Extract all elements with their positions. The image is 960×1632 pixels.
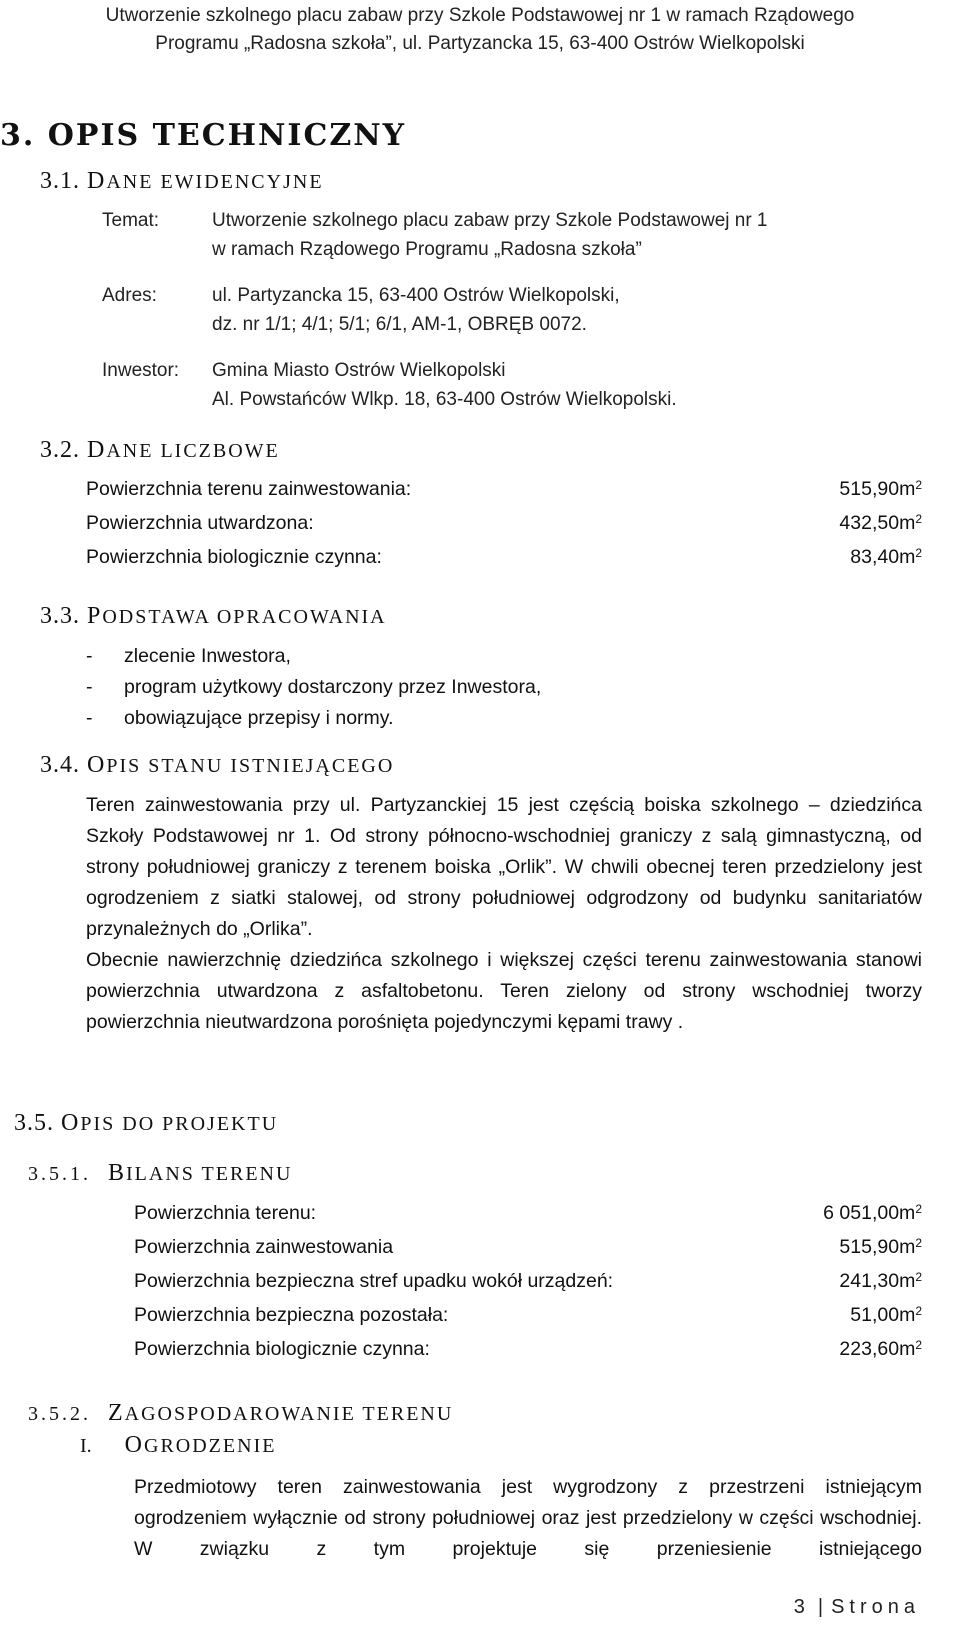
balance-label: Powierzchnia bezpieczna stref upadku wokół urządzeń: [134,1270,614,1292]
section-number: 3.3. [40,603,80,629]
adres-value-line-1: ul. Partyzancka 15, 63-400 Ostrów Wielkopolski, [212,285,620,306]
balance-row [0,1264,960,1298]
section-title-initial: O [124,1432,145,1458]
area-label: Powierzchnia terenu zainwestowania: [86,478,412,500]
paragraph: Obecnie nawierzchnię dziedzińca szkolnego i większej części terenu zainwestowania stanowi powierzchnia utwardzona z asfaltobetonu. Teren zielony od strony wschodniej tworzy powierzchnia nieutwardzona porośnięta pojedynczymi kępami trawy . [86,949,922,1033]
site-balance-table [0,1196,960,1366]
chapter-title: 3. OPIS TECHNICZNY [0,118,407,153]
section-number: 3.4. [40,752,80,778]
area-row [0,472,960,506]
section-title-rest: ODSTAWA OPRACOWANIA [102,606,387,628]
section-title-rest: GRODZENIE [144,1435,277,1457]
section-3-2-heading [40,437,280,464]
section-title-initial: P [87,603,103,629]
balance-row [0,1298,960,1332]
section-3-1-heading [40,168,324,195]
section-number: 3.1. [40,168,80,194]
section-3-5-heading [14,1110,278,1137]
section-title-rest: PIS STANU ISTNIEJĄCEGO [106,755,395,777]
adres-value-line-2: dz. nr 1/1; 4/1; 5/1; 6/1, AM-1, OBRĘB 0072. [212,314,587,335]
page-footer [794,1596,920,1619]
area-label: Powierzchnia utwardzona: [86,512,314,534]
section-title-initial: D [87,168,107,194]
area-row [0,540,960,574]
balance-label: Powierzchnia bezpieczna pozostała: [134,1304,449,1326]
balance-row [0,1230,960,1264]
footer-separator: | [817,1596,824,1618]
area-value: $432,50m^2$ [839,512,922,534]
balance-value: $515,90m^2$ [839,1236,922,1258]
balance-row [0,1332,960,1366]
area-row [0,506,960,540]
list-item: - zlecenie Inwestora, [86,645,291,667]
list-item: - obowiązujące przepisy i normy. [86,707,394,729]
temat-value-line-2: w ramach Rządowego Programu „Radosna szkoła” [212,239,642,260]
area-value: $83,40m^2$ [850,546,922,568]
balance-value: $51,00m^2$ [850,1304,922,1326]
paragraph: Przedmiotowy teren zainwestowania jest wygrodzony z przestrzeni istniejącym ogrodzeniem wyłącznie od strony południowej oraz jest przedzielony w części wschodniej. W związku z tym projektuje się przeniesienie istniejącego [134,1476,922,1560]
page-label: Strona [831,1596,920,1618]
inwestor-value-line-1: Gmina Miasto Ostrów Wielkopolski [212,360,506,381]
balance-label: Powierzchnia terenu: [134,1202,317,1224]
existing-state-text [86,790,922,1038]
balance-value: $223,60m^2$ [839,1338,922,1360]
fence-text [134,1472,922,1565]
section-title-initial: Z [108,1400,125,1426]
section-3-3-heading [40,603,387,630]
area-value: $515,90m^2$ [839,478,922,500]
running-header-line-2: Programu „Radosna szkoła”, ul. Partyzancka 15, 63-400 Ostrów Wielkopolski [155,33,805,54]
section-title-rest: PIS DO PROJEKTU [80,1113,279,1135]
paragraph: Teren zainwestowania przy ul. Partyzanckiej 15 jest częścią boiska szkolnego – dziedzińca Szkoły Podstawowej nr 1. Od strony północno-wschodniej graniczy z salą gimnastyczną, od strony południowej graniczy z terenem boiska „Orlik”. W chwili obecnej teren przedzielony jest ogrodzeniem z siatki stalowej, od strony południowej odgrodzony od budynku sanitariatów przynależnych do „Orlika”. [86,794,922,940]
balance-value: 6 $051,00m^2$ [823,1202,922,1224]
subsection-I-heading [80,1432,276,1459]
section-3-4-heading [40,752,394,779]
area-label: Powierzchnia biologicznie czynna: [86,546,382,568]
running-header [0,2,960,58]
section-title-initial: B [108,1160,127,1186]
section-title-rest: ANE LICZBOWE [106,440,280,462]
page-number: 3 [793,1596,810,1618]
adres-label: Adres: [102,285,157,306]
subsection-number: I. [80,1435,92,1457]
section-title-rest: ILANS TERENU [126,1163,293,1185]
area-summary-table [0,472,960,574]
balance-row [0,1196,960,1230]
balance-label: Powierzchnia zainwestowania [134,1236,394,1258]
temat-value-line-1: Utworzenie szkolnego placu zabaw przy Szkole Podstawowej nr 1 [212,210,768,231]
inwestor-value-line-2: Al. Powstańców Wlkp. 18, 63-400 Ostrów Wielkopolski. [212,389,677,410]
section-title-rest: ANE EWIDENCYJNE [106,171,324,193]
section-3-5-2-heading [28,1400,453,1427]
section-title-rest: AGOSPODAROWANIE TERENU [124,1403,454,1425]
section-number: 3.5.2. [28,1403,91,1425]
balance-label: Powierzchnia biologicznie czynna: [134,1338,430,1360]
section-title-initial: O [87,752,107,778]
section-title-initial: D [87,437,107,463]
running-header-line-1: Utworzenie szkolnego placu zabaw przy Szkole Podstawowej nr 1 w ramach Rządowego [105,5,855,26]
section-title-initial: O [61,1110,81,1136]
section-number: 3.5. [14,1110,54,1136]
section-number: 3.2. [40,437,80,463]
section-number: 3.5.1. [28,1163,91,1185]
temat-label: Temat: [102,210,160,231]
section-3-5-1-heading [28,1160,292,1187]
inwestor-label: Inwestor: [102,360,180,381]
balance-value: $241,30m^2$ [839,1270,922,1292]
list-item: - program użytkowy dostarczony przez Inwestora, [86,676,542,698]
